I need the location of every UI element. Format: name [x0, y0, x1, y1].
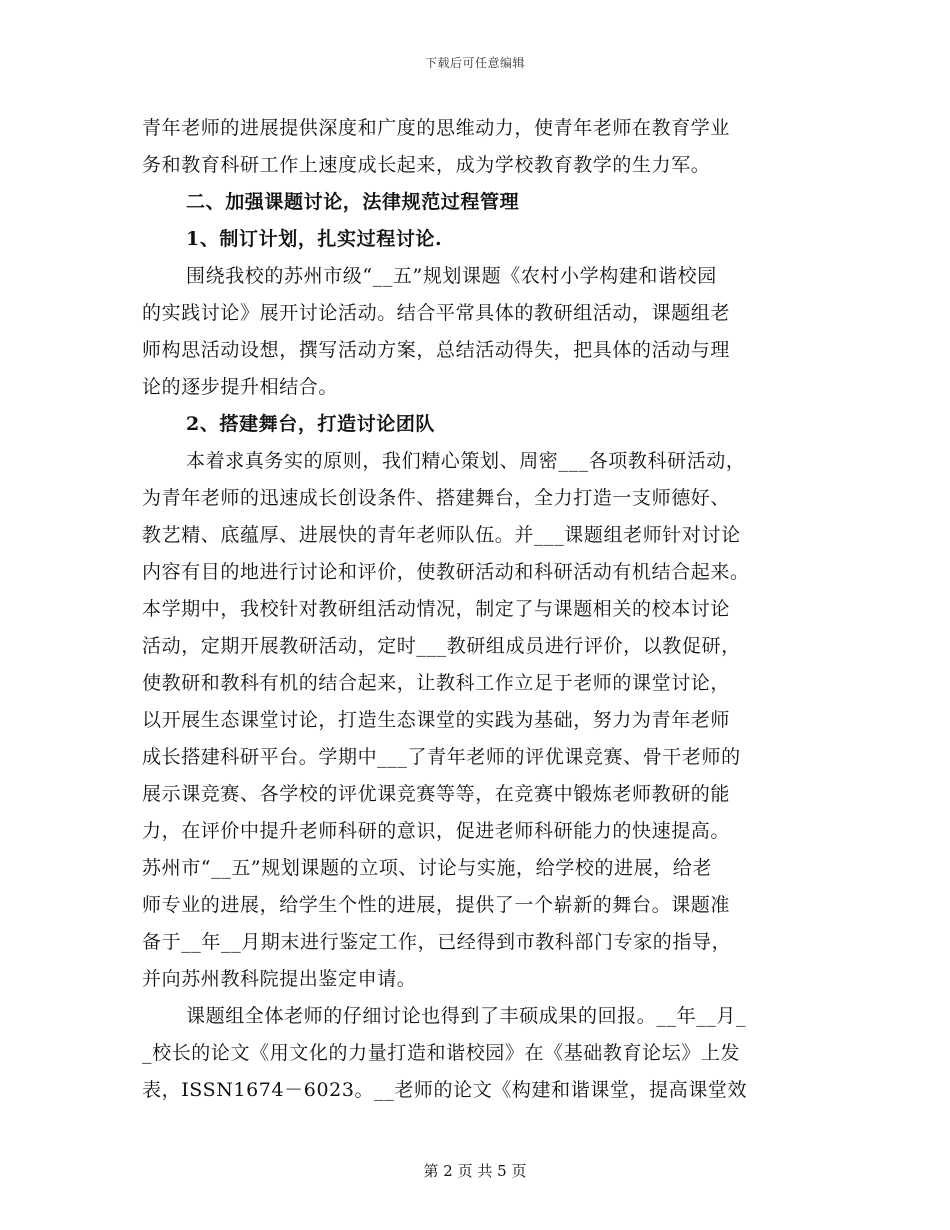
subsection-heading: 1、制订计划，扎实过程讨论. [186, 228, 443, 250]
subsection-heading: 2、搭建舞台，打造讨论团队 [186, 413, 436, 435]
paragraph-line: 表，ISSN1674－6023。__老师的论文《构建和谐课堂，提高课堂效 [142, 1079, 748, 1101]
paragraph-line: 为青年老师的迅速成长创设条件、搭建舞台，全力打造一支师德好、 [142, 487, 731, 509]
download-note: 下载后可任意编辑 [424, 56, 525, 70]
paragraph-line: 苏州市“__五”规划课题的立项、讨论与实施，给学校的进展，给老 [142, 857, 713, 879]
document-body [142, 110, 810, 1109]
paragraph-line: 力，在评价中提升老师科研的意识，促进老师科研能力的快速提高。 [142, 820, 731, 842]
paragraph-line: _校长的论文《用文化的力量打造和谐校园》在《基础教育论坛》上发 [142, 1042, 741, 1064]
paragraph-line: 师构思活动设想，撰写活动方案，总结活动得失，把具体的活动与理 [142, 339, 731, 361]
paragraph-line: 展示课竞赛、各学校的评优课竞赛等等，在竞赛中锻炼老师教研的能 [142, 783, 731, 805]
paragraph-line: 使教研和教科有机的结合起来，让教科工作立足于老师的课堂讨论， [142, 672, 731, 694]
paragraph-line: 活动，定期开展教研活动，定时___教研组成员进行评价，以教促研， [142, 635, 741, 657]
paragraph-line: 师专业的进展，给学生个性的进展，提供了一个崭新的舞台。课题准 [142, 894, 731, 916]
paragraph-line: 内容有目的地进行讨论和评价，使教研活动和科研活动有机结合起来。 [142, 561, 750, 583]
paragraph-line: 以开展生态课堂讨论，打造生态课堂的实践为基础，努力为青年老师 [142, 709, 731, 731]
paragraph-line: 本着求真务实的原则，我们精心策划、周密___各项教科研活动， [186, 450, 746, 472]
paragraph-line: 成长搭建科研平台。学期中___了青年老师的评优课竞赛、骨干老师的 [142, 746, 741, 768]
paragraph-line: 教艺精、底蕴厚、进展快的青年老师队伍。并___课题组老师针对讨论 [142, 524, 741, 546]
page-number: 第 2 页 共 5 页 [423, 1162, 527, 1180]
paragraph-line: 本学期中，我校针对教研组活动情况，制定了与课题相关的校本讨论 [142, 598, 731, 620]
paragraph-line: 备于__年__月期末进行鉴定工作，已经得到市教科部门专家的指导， [142, 931, 732, 953]
paragraph-line: 务和教育科研工作上速度成长起来，成为学校教育教学的生力军。 [142, 154, 711, 176]
paragraph-line: 青年老师的进展提供深度和广度的思维动力，使青年老师在教育学业 [142, 117, 731, 139]
paragraph-line: 论的逐步提升相结合。 [142, 376, 339, 398]
paragraph-line: 围绕我校的苏州市级“__五”规划课题《农村小学构建和谐校园 [186, 265, 717, 287]
paragraph-line: 课题组全体老师的仔细讨论也得到了丰硕成果的回报。__年__月_ [186, 1005, 747, 1027]
paragraph-line: 并向苏州教科院提出鉴定申请。 [142, 968, 417, 990]
paragraph-line: 的实践讨论》展开讨论活动。结合平常具体的教研组活动，课题组老 [142, 302, 731, 324]
section-heading: 二、加强课题讨论，法律规范过程管理 [186, 191, 520, 213]
